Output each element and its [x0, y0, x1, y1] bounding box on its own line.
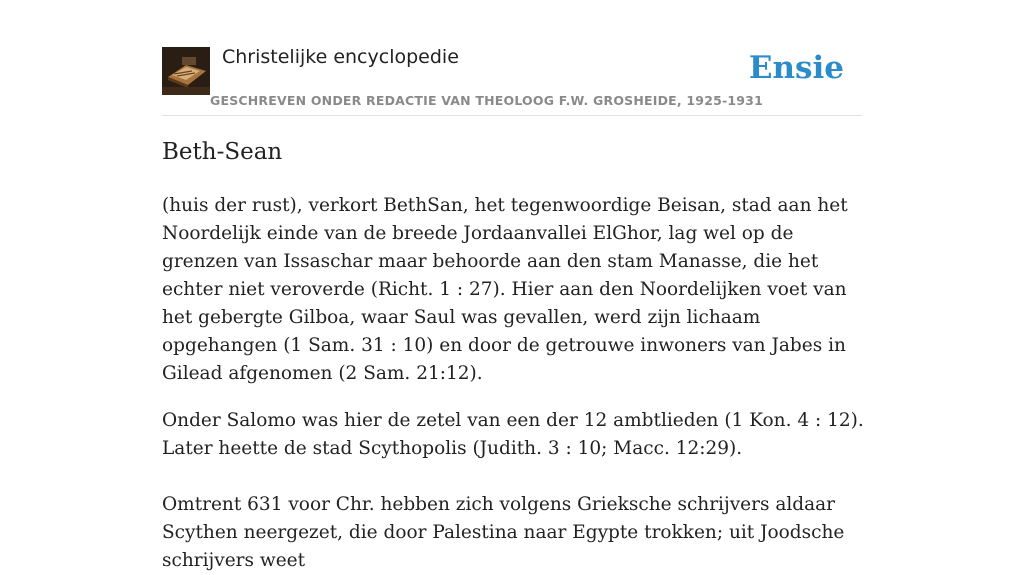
book-photo-icon: [162, 47, 210, 95]
article-paragraph: Onder Salomo was hier de zetel van een der 12 ambtlieden (1 Kon. 4 : 12). Later heette de stad Scythopolis (Judith. 3 : 10; Macc. 12:29).: [162, 410, 864, 459]
header: [162, 46, 862, 116]
article-title: Beth-Sean: [162, 139, 283, 165]
brand-logo[interactable]: Ensie: [748, 50, 844, 86]
publication-subtitle: GESCHREVEN ONDER REDACTIE VAN THEOLOOG F.W. GROSHEIDE, 1925-1931: [210, 93, 763, 108]
article-paragraph: (huis der rust), verkort BethSan, het tegenwoordige Beisan, stad aan het Noordelijk einde van de breede Jordaanvallei ElGhor, lag wel op de grenzen van Issaschar maar behoorde aan den stam Manasse, die het echter niet veroverde (Richt. 1 : 27). Hier aan den Noordelijken voet van het gebergte Gilboa, waar Saul was gevallen, werd zijn lichaam opgehangen (1 Sam. 31 : 10) en door de getrouwe inwoners van Jabes in Gilead afgenomen (2 Sam. 21:12).: [162, 195, 848, 384]
article-paragraph: Omtrent 631 voor Chr. hebben zich volgens Grieksche schrijvers aldaar Scythen neergezet, die door Palestina naar Egypte trokken; uit Joodsche schrijvers weet: [162, 494, 845, 571]
publication-title[interactable]: Christelijke encyclopedie: [222, 46, 459, 68]
publication-avatar[interactable]: [162, 47, 210, 95]
article-body: [162, 192, 870, 575]
header-divider: [162, 115, 862, 116]
